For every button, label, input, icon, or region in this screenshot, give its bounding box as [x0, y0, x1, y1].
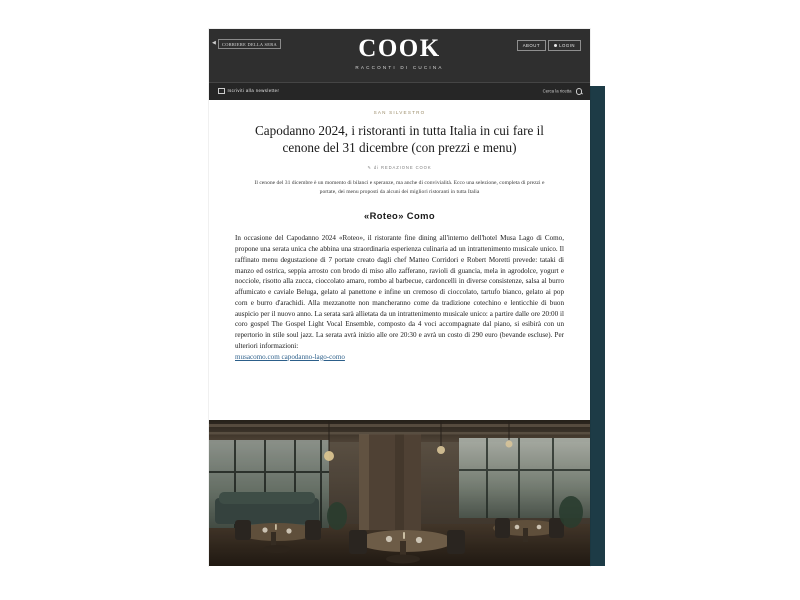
article-body [209, 100, 590, 363]
login-button[interactable] [548, 40, 581, 51]
newsletter-label: Iscriviti alla newsletter [227, 88, 280, 93]
pen-icon: ✎ [367, 164, 372, 170]
article-kicker: SAN SILVESTRO [373, 110, 426, 115]
article-page [209, 29, 590, 566]
search-placeholder: Cerca la ricetta [542, 88, 572, 94]
user-icon [554, 44, 557, 47]
article-paragraph-text: In occasione del Capodanno 2024 «Roteo», il ristorante fine dining all'interno dell'hotel Musa Lago di Como, propone una serata unica che abbina una straordinaria esperienza culinaria ad un intrattenimento musicale unico. Il raffinato menu degustazione di 7 portate creato dagli chef Matteo Corridori e Robert Moretti prevede: tataki di manzo ed ostrica, seppia arrosto con brodo di miso allo zafferano, ravioli di guancia, mela in agrodolce, yogurt e nocciole, risotto alla zucca, cioccolato amaro, rombo al barbecue, cardoncelli in diverse consistenze, salsa al burro affumicato e caviale Beluga, gelato al panettone e infine un cremoso di cioccolato, tartufo bianco, gelato ai pop corn e burro d'arachidi. Alla mezzanotte non mancheranno come da tradizione cotechino e lenticchie di buon auspicio per il nuovo anno. La serata sarà allietata da un intrattenimento musicale unico: a partire dalle ore 20:00 il coro gospel The Gospel Light Vocal Ensemble, composto da 4 voci accompagnate dal piano, si esibirà con un repertorio in stile soul jazz. La serata avrà inizio alle ore 20:30 e avrà un costo di 290 euro (bevande escluse). Per ulteriori informazioni: [235, 234, 564, 350]
byline-text: di REDAZIONE COOK [373, 164, 432, 170]
site-logo-subtitle: RACCONTI DI CUCINA [355, 65, 444, 70]
article-byline [235, 165, 564, 170]
back-arrow-icon[interactable]: ◀ [212, 41, 216, 46]
page-title: Capodanno 2024, i ristoranti in tutta Italia in cui fare il cenone del 31 dicembre (con prezzi e menu) [255, 123, 544, 156]
login-label: LOGIN [559, 43, 575, 48]
site-subheader [209, 82, 590, 100]
envelope-icon [218, 88, 225, 94]
restaurant-interior-illustration [209, 420, 590, 566]
search-icon[interactable] [576, 88, 583, 95]
site-header [209, 29, 590, 82]
section-heading: «Roteo» Como [364, 210, 435, 222]
newsletter-link[interactable] [218, 88, 279, 94]
site-logo[interactable]: COOK [358, 35, 441, 62]
search-field[interactable] [543, 88, 582, 95]
about-button[interactable]: ABOUT [517, 40, 546, 51]
corriere-masthead-link[interactable]: CORRIERE DELLA SERA [218, 39, 281, 49]
article-photo [209, 420, 590, 566]
page-bottom-cover [209, 566, 590, 600]
article-standfirst: Il cenone del 31 dicembre è un momento di bilanci e speranze, ma anche di convivialità. Ecco una selezione, completa di prezzi e portate, dei menu proposti da alcuni dei migliori ristoranti in tutta Italia [254, 179, 545, 195]
article-paragraph [235, 233, 564, 362]
article-external-link[interactable]: musacomo.com capodanno-lago-como [235, 352, 345, 361]
